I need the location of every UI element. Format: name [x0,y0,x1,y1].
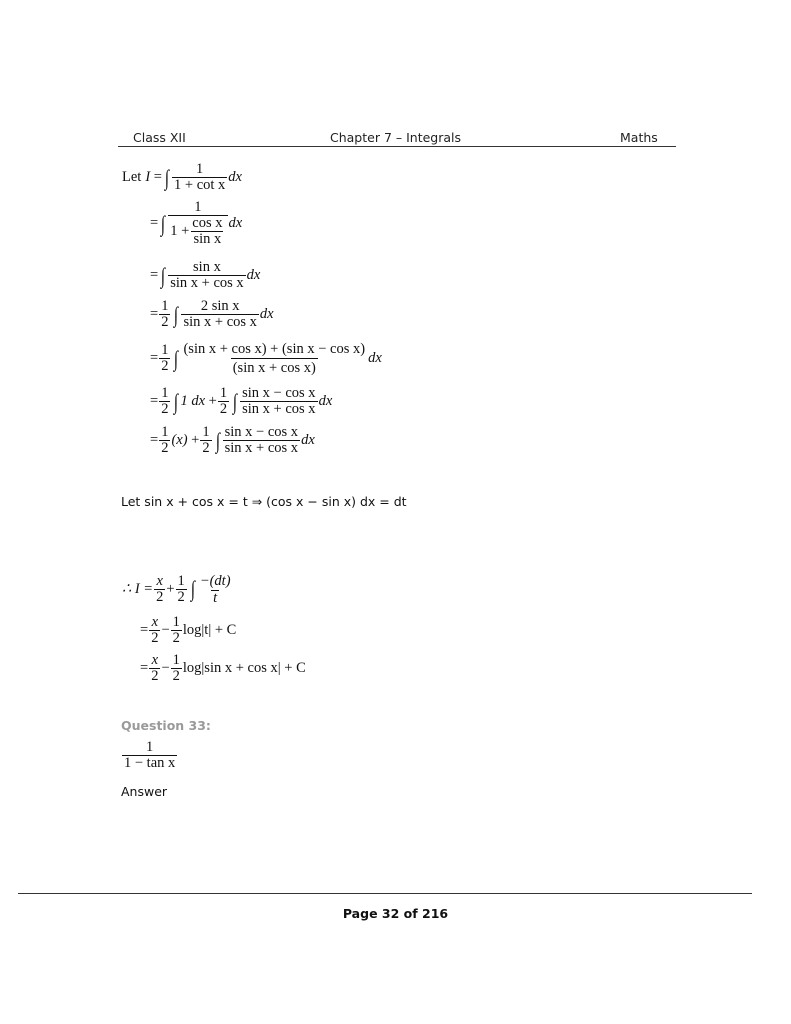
dx: dx [259,306,274,322]
numerator: 1 [172,652,180,668]
numerator: 1 [202,424,210,440]
integral-sign: ∫ [190,576,195,601]
x-over-2 [149,653,160,684]
dx: dx [318,393,333,409]
denominator: 2 [172,668,180,684]
denominator: t [213,590,218,606]
half [171,615,182,646]
numerator: 1 [194,199,202,215]
numerator: sin x − cos x [242,385,316,401]
dx: dx [228,215,243,231]
eq-line-4: = $\frac{1}{2}$ ∫ $\frac{\text{2 sin x}}{\text{sin x + cos x}}$ dx [150,298,274,330]
denominator: 2 [161,314,169,330]
answer-label: Answer [121,784,168,799]
denominator: 1 − tan x [124,755,176,771]
dx: dx [246,267,261,283]
fraction [223,425,300,456]
denominator: 2 [172,630,180,646]
eq-line-6: = $\frac{1}{2}$ ∫ 1 dx + $\frac{1}{2}$ ∫ $\frac{\text{sin x − cos x}}{\text{sin x + cos x}}$ dx [150,385,333,417]
numerator: sin x [193,259,221,275]
therefore-I: ∴ I = [122,580,154,597]
integral-sign: ∫ [161,262,166,288]
integral-sign: ∫ [161,210,166,236]
fraction [181,299,258,330]
half [159,343,170,374]
log-final: log|sin x + cos x| + C [182,660,306,676]
denominator: sin x + cos x [224,440,299,456]
fraction [168,260,245,291]
numerator: 1 [161,424,169,440]
half [200,425,211,456]
integral-sign: ∫ [174,388,179,414]
eq-line-5: = $\frac{1}{2}$ ∫ $\frac{\text{(sin x + cos x) + (sin x − cos x)}}{\text{(sin x + cos x)}}$ dx [150,341,382,376]
eq-line-2: = ∫ 1 1 + $\frac{\text{cos x}}{\text{sin x}}$ dx [150,199,243,247]
numerator: (sin x + cos x) + (sin x − cos x) [183,341,366,357]
numerator: 1 [196,161,204,177]
integral-sign: ∫ [232,388,238,414]
footer-rule [18,893,752,894]
numerator: cos x [192,215,223,231]
x-over-2 [149,615,160,646]
denominator: 2 [151,668,159,684]
log-t: log|t| + C [182,622,237,638]
numerator: 1 [219,385,228,401]
numerator: −(dt) [199,573,231,589]
dx: dx [368,350,382,366]
fraction [240,386,317,417]
question-label: Question 33: [121,718,211,733]
eq-line-8: ∴ I = $\frac{x}{2}$ + $\frac{1}{2}$ ∫ $\frac{-(dt)}{t}$ [122,572,231,606]
numerator: 1 [161,385,169,401]
x-over-2 [154,574,165,605]
numerator: x [156,572,163,589]
header-chapter: Chapter 7 – Integrals [330,130,462,145]
denominator: 2 [151,630,159,646]
half [171,653,182,684]
fraction [181,340,367,377]
x-term: (x) [171,432,188,448]
fraction [172,162,227,193]
denominator: sin x + cos x [242,401,316,417]
denominator: sin x + cos x [170,275,244,291]
integral-sign: ∫ [174,301,179,327]
denominator: sin x [193,231,222,247]
denominator: 2 [161,440,169,456]
numerator: 1 [161,342,169,358]
integral-sign: ∫ [174,345,179,371]
denominator: sin x + cos x [183,314,257,330]
denominator: 1 + $\frac{\text{cos x}}{\text{sin x}}$ [168,215,227,247]
half [159,299,170,330]
numerator: x [151,614,159,630]
denominator: 2 [161,358,169,374]
substitution-text: Let sin x + cos x = t ⇒ (cos x − sin x) dx = dt [121,494,407,509]
question-expression [121,740,178,771]
eq-line-9: = $\frac{x}{2}$ − $\frac{1}{2}$ log|t| + C [140,614,237,646]
inner-fraction [190,216,224,247]
denominator: 2 [219,401,228,417]
denominator: 2 [177,588,185,605]
denominator: 2 [202,440,210,456]
let-word: Let [122,169,142,185]
one: 1 [170,223,178,239]
numerator: x [151,652,159,668]
numerator: 2 sin x [200,298,240,314]
denominator: 1 + cot x [174,177,226,193]
integral-sign: ∫ [215,427,220,453]
dx: dx [301,432,315,448]
denominator: 2 [161,401,169,417]
header-rule [118,146,676,147]
one-dx: 1 dx [180,393,206,409]
numerator: 1 [146,739,154,755]
fraction [198,572,233,606]
numerator: 1 [172,614,180,630]
dx: dx [228,169,242,185]
question-fraction [122,740,177,771]
eq-line-1: Let I = ∫ $\frac{1}{\text{1 + cot x}}$ dx [122,161,242,193]
half [159,386,170,417]
numerator: sin x − cos x [224,424,299,440]
denominator: (sin x + cos x) [232,360,316,376]
integral-sign: ∫ [164,164,170,190]
half [176,574,187,605]
eq-line-10: = $\frac{x}{2}$ − $\frac{1}{2}$ log|sin x + cos x| + C [140,652,306,684]
eq-line-3: = ∫ $\frac{\text{sin x}}{\text{sin x + cos x}}$ dx [150,259,261,291]
half [159,425,170,456]
var-I: I [145,169,151,185]
fraction [168,200,227,247]
denominator: 2 [156,588,164,605]
page-number: Page 32 of 216 [342,906,449,921]
header-class: Class XII [133,130,186,145]
half [218,386,229,417]
eq-line-7: = $\frac{1}{2}$ (x) + $\frac{1}{2}$ ∫ $\frac{\text{sin x − cos x}}{\text{sin x + cos x}}$ dx [150,424,315,456]
numerator: 1 [177,572,185,589]
numerator: 1 [161,298,169,314]
header-subject: Maths [620,130,658,145]
